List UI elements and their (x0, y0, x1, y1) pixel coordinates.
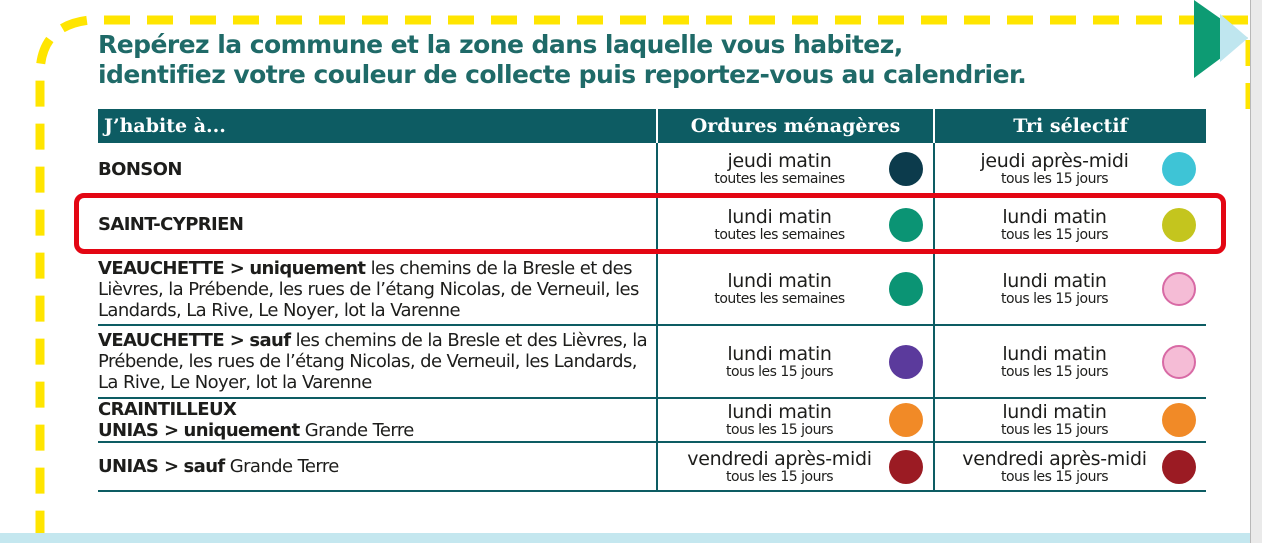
place-cell (98, 253, 657, 325)
place-name: CRAINTILLEUX (98, 399, 237, 420)
recycling-cell (934, 398, 1206, 442)
household-frequency: toutes les semaines (714, 291, 845, 307)
household-day: lundi matin (727, 205, 832, 228)
household-day: vendredi après-midi (687, 447, 872, 470)
table-header-row (98, 109, 1206, 143)
intro-line-2: identifiez votre couleur de collecte puis reportez-vous au calendrier. (98, 60, 1027, 89)
place-name: VEAUCHETTE > (98, 330, 245, 351)
household-day: jeudi matin (727, 150, 832, 172)
household-frequency: toutes les semaines (714, 171, 845, 187)
place-qualifier: sauf (249, 330, 291, 351)
household-day: lundi matin (727, 401, 832, 423)
color-dot-icon (1162, 272, 1196, 306)
recycling-cell (934, 325, 1206, 398)
color-dot-icon (1162, 152, 1196, 186)
place-name: UNIAS > (98, 456, 179, 477)
table-row (98, 398, 1206, 442)
color-dot-icon (889, 450, 923, 484)
recycling-day: lundi matin (1002, 401, 1107, 423)
household-frequency: tous les 15 jours (725, 422, 834, 438)
intro-line-1: Repérez la commune et la zone dans laquelle vous habitez, (98, 30, 903, 59)
household-cell (657, 398, 934, 442)
table-row (98, 253, 1206, 325)
place-name-2: UNIAS > (98, 420, 179, 441)
household-day: lundi matin (727, 342, 832, 365)
table-row (98, 143, 1206, 196)
place-qualifier: sauf (183, 456, 225, 477)
recycling-cell (934, 253, 1206, 325)
corner-arrow-decoration (1190, 0, 1250, 80)
color-dot-icon (1162, 403, 1196, 437)
household-cell (657, 442, 934, 491)
recycling-frequency: tous les 15 jours (1000, 468, 1109, 485)
recycling-day: lundi matin (1002, 270, 1107, 292)
recycling-frequency: tous les 15 jours (1000, 291, 1109, 307)
recycling-frequency: tous les 15 jours (1000, 226, 1109, 243)
color-dot-icon (889, 403, 923, 437)
place-detail-2: Grande Terre (304, 420, 414, 441)
recycling-day: vendredi après-midi (962, 447, 1147, 470)
household-frequency: toutes les semaines (714, 226, 845, 243)
place-cell (98, 398, 657, 442)
color-dot-icon (889, 152, 923, 186)
place-name: VEAUCHETTE > (98, 257, 245, 279)
recycling-cell (934, 143, 1206, 196)
household-cell (657, 143, 934, 196)
household-frequency: tous les 15 jours (725, 363, 834, 380)
recycling-day: lundi matin (1002, 205, 1107, 228)
highlight-box (74, 193, 1226, 254)
table-row (98, 325, 1206, 398)
header-recycling: Tri sélectif (934, 109, 1206, 143)
color-dot-icon (1162, 345, 1196, 379)
place-qualifier: uniquement (249, 257, 366, 279)
place-detail: les chemins de la Bresle et des Lièvres, la Prébende, les rues de l’étang Nicolas, de Verneuil, les Landards, La Rive, Le Noyer, lot la Varenne (98, 330, 648, 393)
household-cell (657, 325, 934, 398)
household-frequency: tous les 15 jours (725, 468, 834, 485)
recycling-frequency: tous les 15 jours (1000, 422, 1109, 438)
color-dot-icon (889, 345, 923, 379)
recycling-frequency: tous les 15 jours (1000, 171, 1109, 187)
table-row (98, 442, 1206, 491)
place-name: SAINT-CYPRIEN (98, 214, 244, 235)
household-day: lundi matin (727, 270, 832, 292)
place-cell (98, 442, 657, 491)
intro-text (98, 30, 1026, 90)
place-cell (98, 325, 657, 398)
page-edge (1250, 0, 1262, 543)
collection-schedule-table (98, 109, 1206, 492)
bottom-band (0, 533, 1262, 543)
color-dot-icon (889, 272, 923, 306)
place-detail: les chemins de la Bresle et des Lièvres, la Prébende, les rues de l’étang Nicolas, de Verneuil, les Landards, La Rive, Le Noyer, lot la Varenne (98, 257, 639, 321)
place-name: BONSON (98, 158, 182, 180)
recycling-day: lundi matin (1002, 342, 1107, 365)
place-detail: Grande Terre (229, 456, 339, 477)
household-cell (657, 253, 934, 325)
place-cell (98, 143, 657, 196)
header-household-waste: Ordures ménagères (657, 109, 934, 143)
place-qualifier-2: uniquement (183, 420, 300, 441)
recycling-frequency: tous les 15 jours (1000, 363, 1109, 380)
recycling-cell (934, 442, 1206, 491)
header-place: J’habite à... (98, 109, 657, 143)
recycling-day: jeudi après-midi (980, 150, 1129, 172)
color-dot-icon (1162, 450, 1196, 484)
